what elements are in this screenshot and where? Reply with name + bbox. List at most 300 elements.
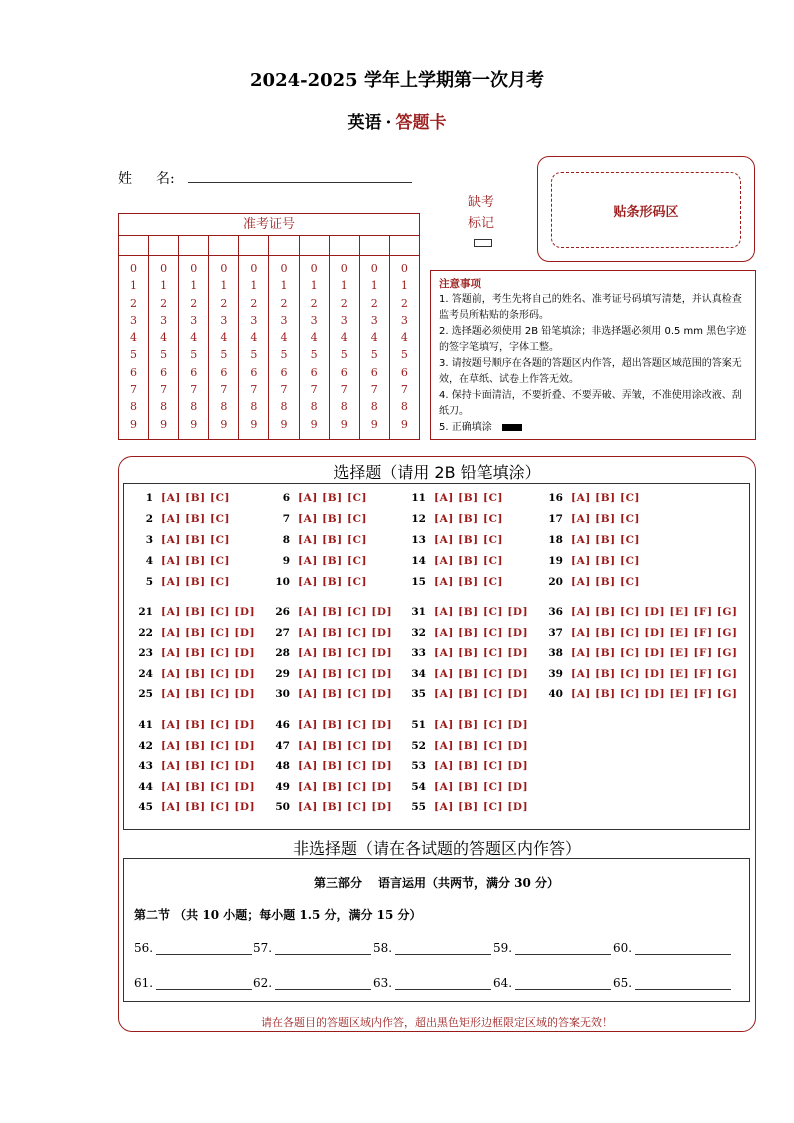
answer-options[interactable]: [A] [B] [C] [D] (298, 801, 393, 813)
answer-options[interactable]: [A] [B] [C] [D] (161, 780, 256, 793)
answer-options[interactable]: [A] [B] [C] (571, 534, 641, 546)
digit-bubble[interactable]: 2 (220, 296, 228, 310)
question-number: 23 (138, 647, 153, 659)
question-31 (404, 606, 528, 618)
answer-options[interactable]: [A] [B] [C] (434, 513, 504, 525)
question-11 (404, 492, 503, 504)
digit-bubble[interactable]: 8 (280, 400, 288, 414)
question-number: 50 (275, 801, 290, 813)
digit-bubble[interactable]: 8 (400, 400, 408, 414)
question-40 (541, 688, 738, 700)
answer-options[interactable]: [A] [B] [C] [D] [E] [F] [G] (571, 626, 738, 639)
digit-bubble[interactable]: 5 (190, 348, 198, 362)
answer-options[interactable]: [A] [B] [C] [D] (434, 647, 529, 659)
answer-options[interactable]: [A] [B] [C] [D] (161, 626, 256, 639)
answer-options[interactable]: [A] [B] [C] [D] (434, 760, 529, 772)
question-number: 12 (411, 513, 426, 525)
answer-options[interactable]: [A] [B] [C] (298, 576, 368, 588)
digit-bubble[interactable]: 6 (370, 365, 378, 379)
question-number: 42 (138, 739, 153, 752)
digit-bubble[interactable]: 9 (130, 417, 138, 431)
question-number: 24 (138, 667, 153, 680)
nonchoice-section-title: 非选择题（请在各试题的答题区内作答） (292, 839, 581, 858)
question-number: 49 (275, 780, 290, 793)
digit-bubble[interactable]: 6 (190, 365, 198, 379)
question-55 (404, 801, 528, 813)
blank-item (253, 976, 371, 990)
answer-options[interactable]: [A] [B] [C] [D] [E] [F] [G] (571, 688, 738, 700)
digit-bubble[interactable]: 5 (400, 348, 408, 362)
digit-bubble[interactable]: 8 (340, 400, 348, 414)
blank-number: 60. (613, 941, 633, 955)
question-25 (131, 688, 255, 700)
answer-options[interactable]: [A] [B] [C] [D] (161, 688, 256, 700)
question-number: 19 (548, 555, 563, 567)
question-29 (268, 668, 392, 680)
exam-number-box[interactable] (360, 236, 390, 255)
digit-bubble[interactable]: 1 (370, 279, 378, 293)
digit-bubble[interactable]: 5 (280, 348, 288, 362)
answer-options[interactable]: [A] [B] [C] (571, 576, 641, 588)
question-19 (541, 555, 640, 567)
question-16 (541, 492, 640, 504)
answer-options[interactable]: [A] [B] [C] (161, 513, 231, 525)
digit-bubble[interactable]: 0 (160, 262, 168, 275)
digit-bubble[interactable]: 5 (130, 348, 138, 362)
exam-number-write-boxes (119, 236, 419, 256)
digit-bubble[interactable]: 8 (220, 400, 228, 414)
digit-bubble[interactable]: 4 (250, 331, 258, 345)
digit-bubble[interactable]: 3 (160, 313, 168, 327)
question-7 (268, 513, 367, 525)
digit-bubble[interactable]: 9 (400, 417, 408, 431)
digit-bubble[interactable]: 0 (250, 262, 258, 275)
answer-options[interactable]: [A] [B] [C] (298, 513, 368, 525)
answer-options[interactable]: [A] [B] [C] [D] [E] [F] [G] (571, 647, 738, 659)
question-number: 18 (548, 534, 563, 546)
question-41 (131, 719, 255, 731)
question-43 (131, 760, 255, 772)
exam-number-box[interactable] (149, 236, 179, 255)
exam-number-box[interactable] (390, 236, 419, 255)
notes-item-2: 2. 选择题必须使用 2B 铅笔填涂；非选择题必须用 0.5 mm 黑色字迹的签字笔填写，字体工整。 (439, 326, 747, 353)
digit-bubble[interactable]: 4 (340, 331, 348, 345)
answer-options[interactable]: [A] [B] [C] (298, 492, 368, 504)
question-number: 43 (138, 760, 153, 772)
question-number: 45 (138, 801, 153, 813)
answer-options[interactable]: [A] [B] [C] [D] (298, 719, 393, 731)
answer-options[interactable]: [A] [B] [C] (571, 555, 641, 567)
answer-blank-line[interactable] (635, 977, 731, 990)
answer-options[interactable]: [A] [B] [C] [D] (298, 647, 393, 659)
digit-bubble[interactable]: 7 (400, 383, 408, 397)
answer-options[interactable]: [A] [B] [C] (161, 534, 231, 546)
answer-blank-line[interactable] (515, 977, 611, 990)
answer-options[interactable]: [A] [B] [C] [D] [E] [F] [G] (571, 606, 738, 618)
answer-options[interactable]: [A] [B] [C] (434, 534, 504, 546)
question-50 (268, 801, 392, 813)
digit-bubble[interactable]: 7 (370, 383, 378, 397)
answer-options[interactable]: [A] [B] [C] [D] (434, 688, 529, 700)
notes-item-4: 4. 保持卡面清洁，不要折叠、不要弄破、弄皱，不准使用涂改液、刮纸刀。 (439, 390, 742, 417)
question-number: 16 (548, 492, 563, 504)
exam-number-box[interactable] (269, 236, 299, 255)
question-number: 20 (548, 576, 563, 588)
digit-bubble[interactable]: 0 (220, 262, 228, 275)
answer-options[interactable]: [A] [B] [C] (434, 555, 504, 567)
question-number: 37 (548, 626, 563, 639)
digit-bubble[interactable]: 9 (250, 417, 258, 431)
digit-bubble[interactable]: 1 (400, 279, 408, 293)
answer-blank-line[interactable] (156, 942, 252, 955)
question-number: 27 (275, 626, 290, 639)
question-10 (268, 576, 367, 588)
digit-bubble[interactable]: 6 (400, 365, 408, 379)
answer-options[interactable]: [A] [B] [C] (298, 534, 368, 546)
answer-options[interactable]: [A] [B] [C] [D] (161, 647, 256, 659)
page-title: 2024-2025 学年上学期第一次月考 (250, 70, 544, 91)
question-48 (268, 760, 392, 772)
answer-options[interactable]: [A] [B] [C] (161, 555, 231, 567)
digit-bubble[interactable]: 4 (160, 331, 168, 345)
question-number: 13 (411, 534, 426, 546)
answer-options[interactable]: [A] [B] [C] (571, 513, 641, 525)
question-number: 47 (275, 739, 290, 752)
question-42 (131, 740, 255, 752)
digit-bubble[interactable]: 0 (190, 262, 198, 275)
digit-bubble[interactable]: 2 (310, 296, 318, 310)
blank-number: 61. (134, 976, 154, 990)
digit-bubble[interactable]: 3 (250, 313, 258, 327)
digit-bubble[interactable]: 1 (250, 279, 258, 293)
digit-bubble[interactable]: 0 (280, 262, 288, 275)
exam-number-box[interactable] (300, 236, 330, 255)
digit-bubble[interactable]: 4 (370, 331, 378, 345)
exam-number-box[interactable] (119, 236, 149, 255)
question-28 (268, 647, 392, 659)
digit-bubble[interactable]: 8 (190, 400, 198, 414)
notes-item-5 (439, 420, 747, 436)
digit-bubble[interactable]: 2 (340, 296, 348, 310)
answer-blank-line[interactable] (156, 977, 252, 990)
digit-bubble[interactable]: 1 (340, 279, 348, 293)
notes-item-5-text: 5. 正确填涂 (439, 422, 492, 433)
answer-blank-line[interactable] (635, 942, 731, 955)
digit-bubble[interactable]: 2 (250, 296, 258, 310)
blank-number: 58. (373, 941, 393, 955)
digit-bubble[interactable]: 8 (250, 400, 258, 414)
question-53 (404, 760, 528, 772)
question-34 (404, 668, 528, 680)
digit-bubble[interactable]: 9 (340, 417, 348, 431)
digit-bubble[interactable]: 7 (160, 383, 168, 397)
question-number: 41 (138, 719, 153, 731)
notes-box (430, 270, 756, 440)
digit-bubble[interactable]: 2 (280, 296, 288, 310)
answer-options[interactable]: [A] [B] [C] [D] (161, 606, 256, 618)
question-5 (131, 576, 230, 588)
exam-number-column (179, 256, 209, 439)
digit-bubble[interactable]: 7 (130, 383, 138, 397)
question-number: 15 (411, 576, 426, 588)
question-number: 9 (282, 555, 290, 567)
digit-bubble[interactable]: 3 (400, 313, 408, 327)
question-number: 4 (145, 555, 153, 567)
barcode-label: 贴条形码区 (613, 204, 679, 220)
answer-options[interactable]: [A] [B] [C] [D] (298, 780, 393, 793)
blank-item (134, 976, 252, 990)
question-37 (541, 627, 738, 639)
digit-bubble[interactable]: 7 (310, 383, 318, 397)
digit-bubble[interactable]: 4 (190, 331, 198, 345)
question-number: 39 (548, 667, 563, 680)
digit-bubble[interactable]: 6 (280, 365, 288, 379)
digit-bubble[interactable]: 5 (160, 348, 168, 362)
choice-section-title: 选择题（请用 2B 铅笔填涂） (333, 463, 541, 482)
question-33 (404, 647, 528, 659)
digit-bubble[interactable]: 1 (190, 279, 198, 293)
answer-options[interactable]: [A] [B] [C] [D] (434, 606, 529, 618)
answer-blank-line[interactable] (275, 977, 371, 990)
digit-bubble[interactable]: 0 (340, 262, 348, 275)
question-3 (131, 534, 230, 546)
name-label (118, 168, 175, 188)
question-number: 7 (282, 513, 290, 525)
question-51 (404, 719, 528, 731)
digit-bubble[interactable]: 5 (370, 348, 378, 362)
question-38 (541, 647, 738, 659)
digit-bubble[interactable]: 1 (280, 279, 288, 293)
digit-bubble[interactable]: 0 (400, 262, 408, 275)
answer-options[interactable]: [A] [B] [C] [D] (434, 667, 529, 680)
exam-number-column (239, 256, 269, 439)
blank-number: 59. (493, 941, 513, 955)
digit-bubble[interactable]: 6 (250, 365, 258, 379)
digit-bubble[interactable]: 6 (220, 365, 228, 379)
answer-options[interactable]: [A] [B] [C] [D] (161, 801, 256, 813)
digit-bubble[interactable]: 6 (130, 365, 138, 379)
correct-fill-sample (502, 424, 522, 431)
question-number: 21 (138, 606, 153, 618)
blank-item (373, 976, 491, 990)
digit-bubble[interactable]: 9 (310, 417, 318, 431)
digit-bubble[interactable]: 7 (220, 383, 228, 397)
answer-options[interactable]: [A] [B] [C] [D] (434, 626, 529, 639)
digit-bubble[interactable]: 3 (220, 313, 228, 327)
answer-options[interactable]: [A] [B] [C] (434, 576, 504, 588)
answer-options[interactable]: [A] [B] [C] (298, 555, 368, 567)
answer-options[interactable]: [A] [B] [C] [D] (298, 760, 393, 772)
question-22 (131, 627, 255, 639)
digit-bubble[interactable]: 8 (160, 400, 168, 414)
question-number: 31 (411, 606, 426, 618)
exam-number-column (119, 256, 149, 439)
digit-bubble[interactable]: 6 (340, 365, 348, 379)
answer-options[interactable]: [A] [B] [C] [D] (161, 719, 256, 731)
answer-blank-line[interactable] (395, 977, 491, 990)
digit-bubble[interactable]: 1 (130, 279, 138, 293)
answer-options[interactable]: [A] [B] [C] (571, 492, 641, 504)
digit-bubble[interactable]: 2 (400, 296, 408, 310)
digit-bubble[interactable]: 4 (220, 331, 228, 345)
question-number: 26 (275, 606, 290, 618)
answer-options[interactable]: [A] [B] [C] (434, 492, 504, 504)
answer-options[interactable]: [A] [B] [C] [D] (434, 719, 529, 731)
digit-bubble[interactable]: 2 (370, 296, 378, 310)
digit-bubble[interactable]: 9 (220, 417, 228, 431)
question-number: 17 (548, 513, 563, 525)
blank-item (613, 976, 731, 990)
digit-bubble[interactable]: 3 (310, 313, 318, 327)
subtitle-separator: · (385, 113, 392, 133)
answer-options[interactable]: [A] [B] [C] [D] (298, 667, 393, 680)
question-number: 30 (275, 688, 290, 700)
digit-bubble[interactable]: 8 (310, 400, 318, 414)
question-12 (404, 513, 503, 525)
blank-item (613, 941, 731, 955)
question-6 (268, 492, 367, 504)
question-number: 46 (275, 719, 290, 731)
digit-bubble[interactable]: 2 (190, 296, 198, 310)
digit-bubble[interactable]: 0 (370, 262, 378, 275)
exam-number-column (209, 256, 239, 439)
digit-bubble[interactable]: 4 (280, 331, 288, 345)
digit-bubble[interactable]: 7 (340, 383, 348, 397)
answer-options[interactable]: [A] [B] [C] [D] (434, 739, 529, 752)
digit-bubble[interactable]: 0 (310, 262, 318, 275)
digit-bubble[interactable]: 4 (310, 331, 318, 345)
blank-number: 65. (613, 976, 633, 990)
blank-number: 62. (253, 976, 273, 990)
part3-label: 第三部分 (313, 876, 362, 890)
answer-options[interactable]: [A] [B] [C] [D] (298, 606, 393, 618)
answer-blank-line[interactable] (515, 942, 611, 955)
digit-bubble[interactable]: 2 (130, 296, 138, 310)
digit-bubble[interactable]: 8 (130, 400, 138, 414)
digit-bubble[interactable]: 5 (340, 348, 348, 362)
question-number: 28 (275, 647, 290, 659)
question-number: 40 (548, 688, 563, 700)
answer-options[interactable]: [A] [B] [C] [D] (298, 688, 393, 700)
digit-bubble[interactable]: 9 (370, 417, 378, 431)
question-44 (131, 781, 255, 793)
question-4 (131, 555, 230, 567)
digit-bubble[interactable]: 7 (250, 383, 258, 397)
digit-bubble[interactable]: 3 (370, 313, 378, 327)
answer-options[interactable]: [A] [B] [C] [D] (161, 667, 256, 680)
blank-number: 64. (493, 976, 513, 990)
exam-number-box[interactable] (209, 236, 239, 255)
exam-number-title: 准考证号 (119, 214, 419, 236)
question-number: 38 (548, 647, 563, 659)
digit-bubble[interactable]: 3 (340, 313, 348, 327)
exam-number-bubble-columns (119, 256, 419, 439)
answer-options[interactable]: [A] [B] [C] [D] (298, 626, 393, 639)
question-number: 36 (548, 606, 563, 618)
exam-number-column (300, 256, 330, 439)
digit-bubble[interactable]: 9 (190, 417, 198, 431)
digit-bubble[interactable]: 3 (280, 313, 288, 327)
question-number: 51 (411, 719, 426, 731)
question-number: 54 (411, 780, 426, 793)
digit-bubble[interactable]: 1 (160, 279, 168, 293)
digit-bubble[interactable]: 5 (220, 348, 228, 362)
question-49 (268, 781, 392, 793)
answer-options[interactable]: [A] [B] [C] [D] (298, 739, 393, 752)
digit-bubble[interactable]: 4 (400, 331, 408, 345)
digit-bubble[interactable]: 1 (310, 279, 318, 293)
name-label-char2: 名: (156, 171, 175, 187)
exam-number-column (390, 256, 419, 439)
digit-bubble[interactable]: 4 (130, 331, 138, 345)
notes-item-3: 3. 请按题号顺序在各题的答题区内作答，超出答题区域范围的答案无效，在草纸、试卷上作答无效。 (439, 358, 742, 385)
digit-bubble[interactable]: 7 (190, 383, 198, 397)
answer-options[interactable]: [A] [B] [C] [D] (434, 801, 529, 813)
digit-bubble[interactable]: 9 (280, 417, 288, 431)
name-field[interactable] (188, 182, 412, 183)
question-number: 34 (411, 667, 426, 680)
digit-bubble[interactable]: 5 (310, 348, 318, 362)
question-number: 6 (282, 492, 290, 504)
digit-bubble[interactable]: 9 (160, 417, 168, 431)
absent-mark-box[interactable] (474, 239, 492, 247)
digit-bubble[interactable]: 6 (160, 365, 168, 379)
blank-item (493, 941, 611, 955)
exam-number-box[interactable] (239, 236, 269, 255)
digit-bubble[interactable]: 1 (220, 279, 228, 293)
answer-options[interactable]: [A] [B] [C] [D] [E] [F] [G] (571, 667, 738, 680)
question-number: 22 (138, 626, 153, 639)
answer-blank-line[interactable] (395, 942, 491, 955)
exam-number-box[interactable] (330, 236, 360, 255)
question-number: 32 (411, 626, 426, 639)
exam-number-grid (118, 213, 420, 440)
digit-bubble[interactable]: 3 (190, 313, 198, 327)
digit-bubble[interactable]: 3 (130, 313, 138, 327)
page-subtitle (0, 108, 794, 133)
answer-options[interactable]: [A] [B] [C] [D] (434, 780, 529, 793)
question-39 (541, 668, 738, 680)
answer-blank-line[interactable] (275, 942, 371, 955)
part3-desc: 语言运用（共两节，满分 30 分） (377, 876, 560, 890)
question-number: 33 (411, 647, 426, 659)
digit-bubble[interactable]: 7 (280, 383, 288, 397)
answer-options[interactable]: [A] [B] [C] (161, 492, 231, 504)
answer-options[interactable]: [A] [B] [C] [D] (161, 739, 256, 752)
question-23 (131, 647, 255, 659)
exam-number-box[interactable] (179, 236, 209, 255)
answer-options[interactable]: [A] [B] [C] (161, 576, 231, 588)
name-label-char1: 姓 (118, 171, 132, 187)
answer-options[interactable]: [A] [B] [C] [D] (161, 760, 256, 772)
question-number: 1 (145, 492, 153, 504)
question-46 (268, 719, 392, 731)
question-52 (404, 740, 528, 752)
digit-bubble[interactable]: 5 (250, 348, 258, 362)
question-32 (404, 627, 528, 639)
digit-bubble[interactable]: 0 (130, 262, 138, 275)
question-number: 48 (275, 760, 290, 772)
blank-item (134, 941, 252, 955)
digit-bubble[interactable]: 6 (310, 365, 318, 379)
question-number: 3 (145, 534, 153, 546)
question-36 (541, 606, 738, 618)
question-number: 55 (411, 801, 426, 813)
blank-number: 56. (134, 941, 154, 955)
digit-bubble[interactable]: 8 (370, 400, 378, 414)
question-number: 5 (145, 576, 153, 588)
digit-bubble[interactable]: 2 (160, 296, 168, 310)
